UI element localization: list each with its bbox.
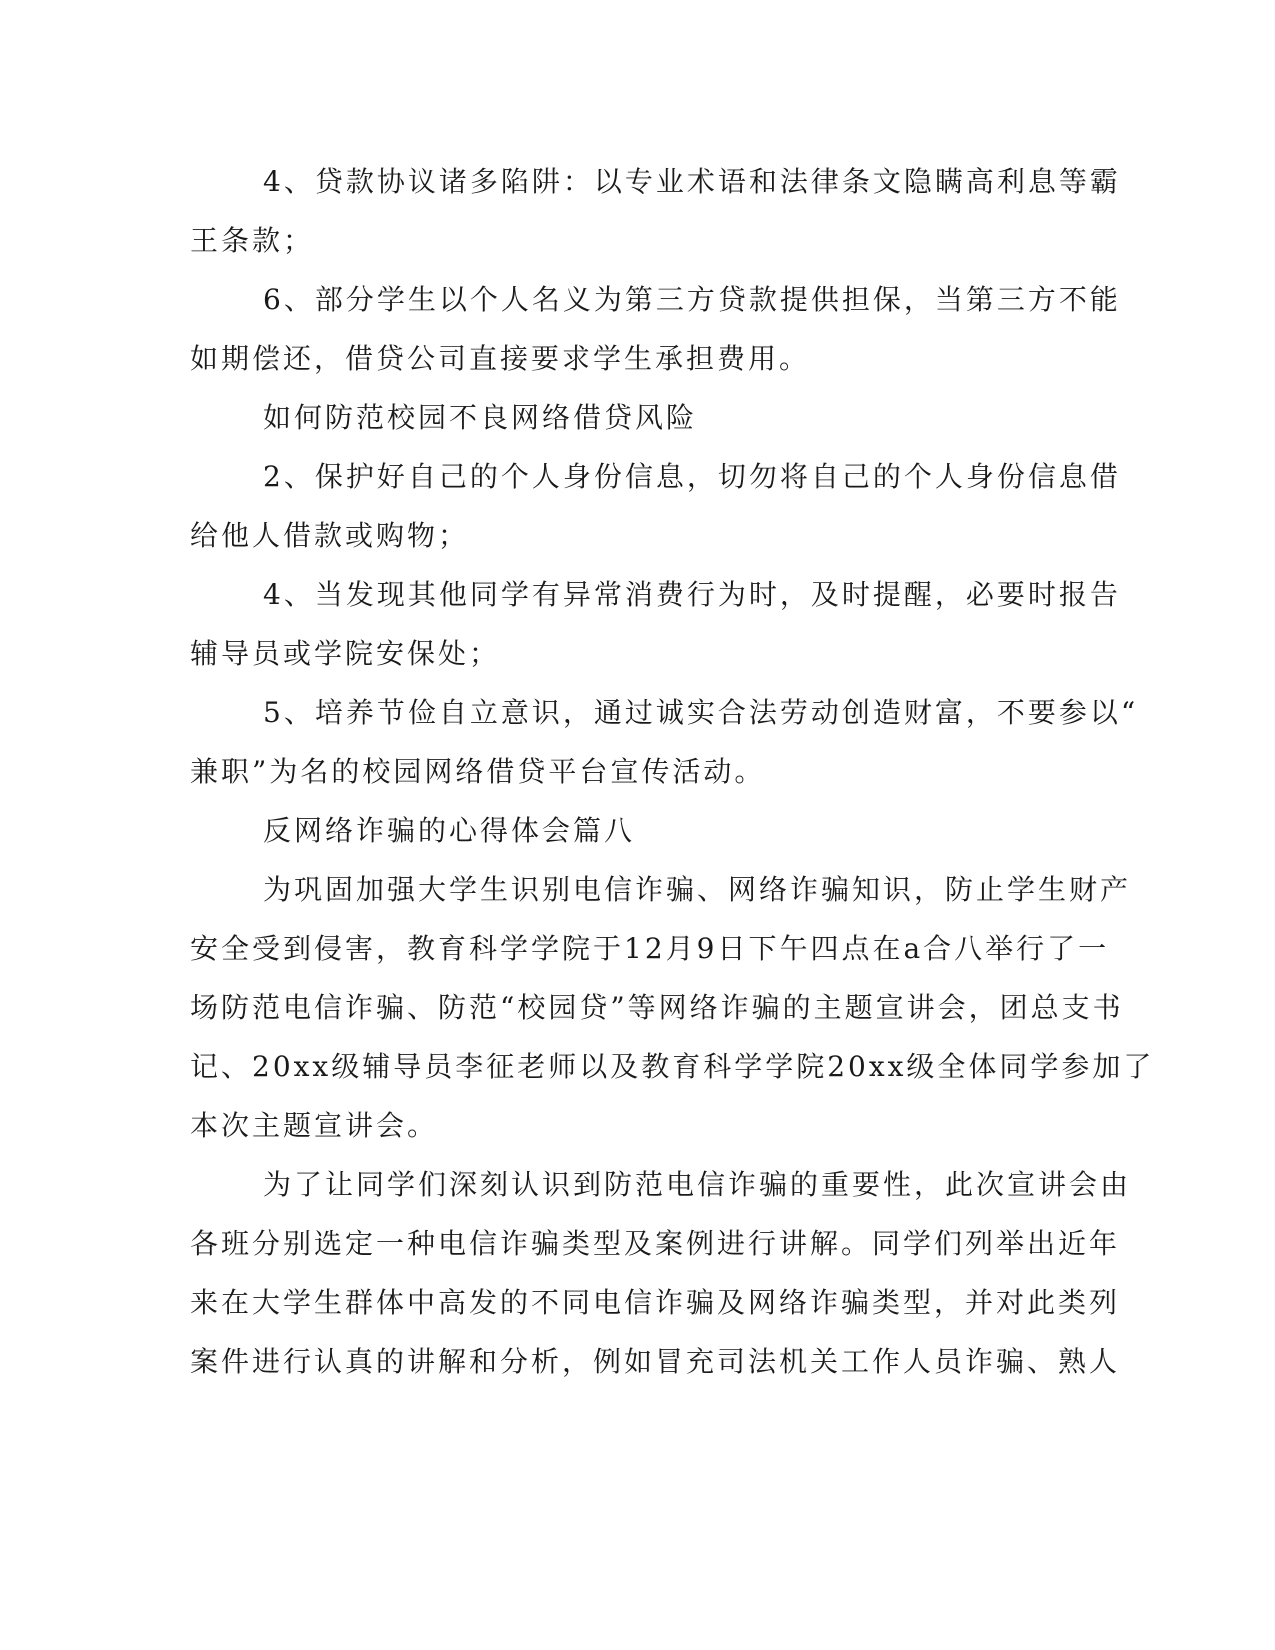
text-line: 为了让同学们深刻认识到防范电信诈骗的重要性，此次宣讲会由 [263,1168,1132,1201]
text-line: 来在大学生群体中高发的不同电信诈骗及网络诈骗类型，并对此类列 [190,1286,1121,1319]
text-line: 辅导员或学院安保处； [190,637,501,670]
text-line: 4、贷款协议诸多陷阱：以专业术语和法律条文隐瞒高利息等霸 [263,165,1121,198]
text-line: 6、部分学生以个人名义为第三方贷款提供担保，当第三方不能 [263,283,1121,316]
text-line: 2、保护好自己的个人身份信息，切勿将自己的个人身份信息借 [263,460,1121,493]
text-line: 案件进行认真的讲解和分析，例如冒充司法机关工作人员诈骗、熟人 [190,1345,1121,1378]
text-line: 5、培养节俭自立意识，通过诚实合法劳动创造财富，不要参以“ [263,696,1139,729]
text-line: 安全受到侵害，教育科学学院于12月9日下午四点在a合八举行了一 [190,932,1110,965]
text-line: 4、当发现其他同学有异常消费行为时，及时提醒，必要时报告 [263,578,1121,611]
text-line: 各班分别选定一种电信诈骗类型及案例进行讲解。同学们列举出近年 [190,1227,1121,1260]
text-line: 给他人借款或购物； [190,519,470,552]
text-line: 如期偿还，借贷公司直接要求学生承担费用。 [190,342,811,375]
text-line: 王条款； [190,224,315,257]
text-line: 场防范电信诈骗、防范“校园贷”等网络诈骗的主题宣讲会，团总支书 [190,991,1124,1024]
text-line: 为巩固加强大学生识别电信诈骗、网络诈骗知识，防止学生财产 [263,873,1132,906]
section-heading: 反网络诈骗的心得体会篇八 [263,814,636,847]
text-line: 兼职”为名的校园网络借贷平台宣传活动。 [190,755,766,788]
text-line: 本次主题宣讲会。 [190,1109,439,1142]
text-line: 记、20xx级辅导员李征老师以及教育科学学院20xx级全体同学参加了 [190,1050,1155,1083]
section-heading: 如何防范校园不良网络借贷风险 [263,401,698,434]
